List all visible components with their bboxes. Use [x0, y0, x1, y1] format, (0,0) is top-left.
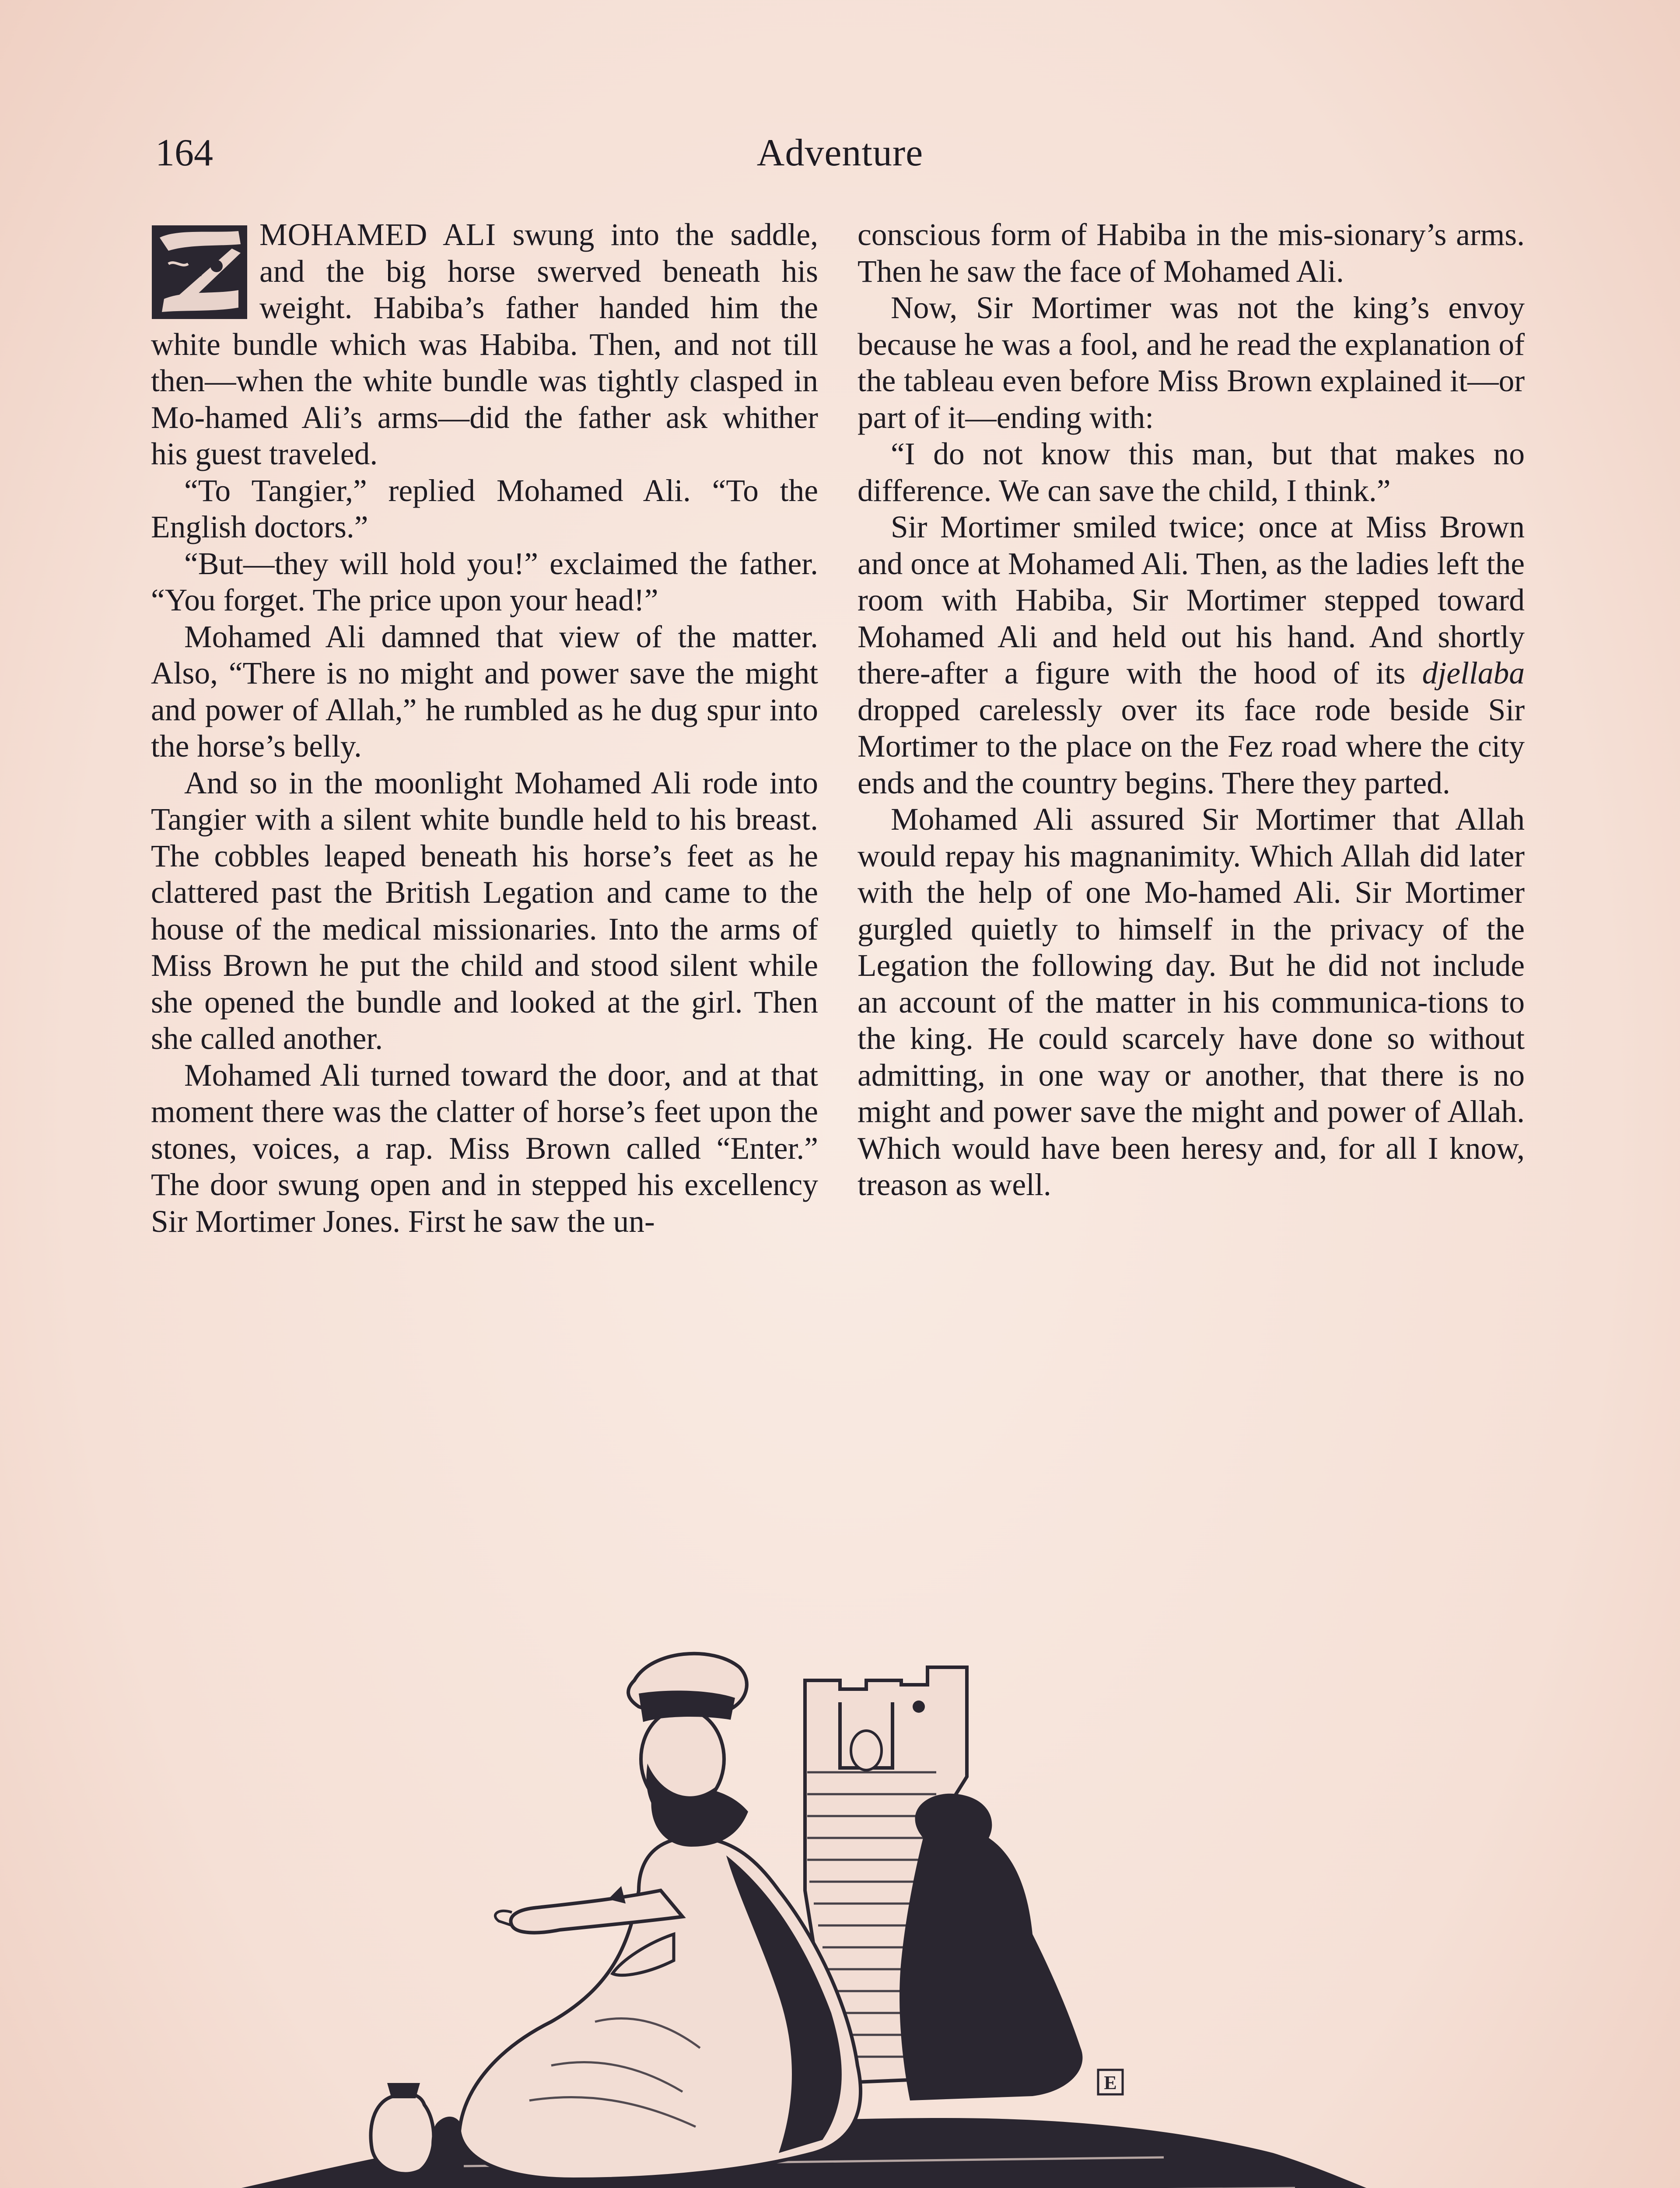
right-column [858, 217, 1525, 1203]
paragraph-text: dropped carelessly over its face rode beside Sir Mortimer to the place on the Fez road where the city ends and the country begins. There they parted. [858, 692, 1525, 800]
illustration [158, 1628, 1444, 2188]
paragraph: conscious form of Habiba in the mis-sionary’s arms. Then he saw the face of Mohamed Ali. [858, 217, 1525, 289]
opening-words: MOHAMED ALI [259, 217, 497, 252]
paragraph [858, 509, 1525, 801]
paragraph: “To Tangier,” replied Mohamed Ali. “To the English doctors.” [151, 473, 818, 544]
dropcap-ornament [151, 224, 248, 320]
paragraph: Mohamed Ali damned that view of the matter. Also, “There is no might and power save the might and power of Allah,” he rumbled as he dug spur into the horse’s belly. [151, 619, 818, 764]
paragraph: Now, Sir Mortimer was not the king’s envoy because he was a fool, and he read the explanation of the tableau even before Miss Brown explained it—or part of it—ending with: [858, 291, 1525, 435]
paragraph: Mohamed Ali assured Sir Mortimer that Allah would repay his magnanimity. Which Allah did later with the help of one Mo-hamed Ali. Sir Mortimer gurgled quietly to himself in the privacy of the Legation the following day. But he did not include an account of the matter in his communica-tions to the king. He could scarcely have done so without admitting, in one way or another, that there is no might and power save the might and power of Allah. Which would have been heresy and, for all I know, treason as well. [858, 802, 1525, 1202]
paragraph-text: Sir Mortimer smiled twice; once at Miss Brown and once at Mohamed Ali. Then, as the ladies left the room with Habiba, Sir Mortimer stepped toward Mohamed Ali and held out his hand. And shortly there-after a figure with the hood of its [858, 510, 1525, 691]
dropcap-letter: Z [197, 269, 202, 278]
artist-signature: E [1104, 2072, 1117, 2093]
left-column [151, 217, 818, 1240]
paragraph: And so in the moonlight Mohamed Ali rode into Tangier with a silent white bundle held to his breast. The cobbles leaped beneath his horse’s feet as he clattered past the British Legation and came to the house of the medical missionaries. Into the arms of Miss Brown he put the child and stood silent while she opened the bundle and looked at the girl. Then she called another. [151, 765, 818, 1056]
paragraph [151, 217, 818, 473]
page-number: 164 [155, 132, 213, 174]
paragraph: Mohamed Ali turned toward the door, and at that moment there was the clatter of horse’s feet upon the stones, voices, a rap. Miss Brown called “Enter.” The door swung open and in stepped his excellency Sir Mortimer Jones. First he saw the un- [151, 1058, 818, 1239]
paragraph-text: swung into the saddle, and the big horse swerved beneath his weight. Habiba’s father handed him the white bundle which was Habiba. Then, and not till then—when the white bundle was tightly clasped in Mo-hamed Ali’s arms—did the father ask whither his guest traveled. [151, 217, 819, 471]
italic-word: djellaba [1422, 656, 1525, 691]
paragraph: “But—they will hold you!” exclaimed the father. “You forget. The price upon your head!” [151, 546, 818, 617]
paragraph: “I do not know this man, but that makes no difference. We can save the child, I think.” [858, 437, 1525, 508]
running-head: Adventure [756, 132, 924, 174]
